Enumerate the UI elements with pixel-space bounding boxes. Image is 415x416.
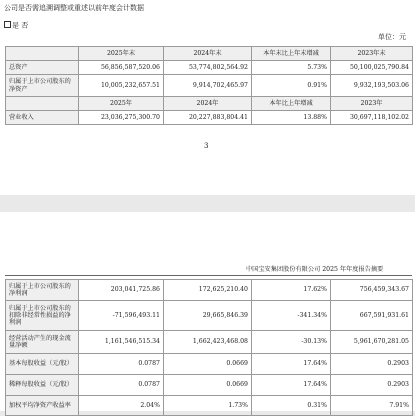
page-number: 3: [204, 142, 209, 150]
report-running-header: 中国宝安集团股份有限公司 2025 年年度报告摘要: [246, 266, 384, 273]
checkbox-label: 是 否: [12, 21, 29, 30]
table-row: 经营活动产生的现金流量净额 1,161,546,515.34 1,662,423,468.08 -30.13% 5,961,670,281.05: [6, 331, 413, 354]
table-row: 归属于上市公司股东的净利润 203,041,725.86 172,625,210.40 17.62% 756,459,343.67: [6, 280, 413, 301]
table-header-row: 2025年末 2024年末 本年末比上年末增减 2023年末: [6, 47, 413, 61]
table-row: 总资产 56,856,587,520.06 53,774,802,564.92 5.73% 50,100,025,790.84: [6, 61, 413, 75]
restatement-heading: 公司是否需追溯调整或重述以前年度会计数据: [4, 4, 144, 12]
table-row: 营业收入 23,036,275,300.70 20,227,883,804.41 13.88% 30,697,118,102.02: [6, 111, 413, 125]
header-rule: [5, 275, 412, 276]
table-row: 归属于上市公司股东的扣除非经常性损益的净利润 -71,596,493.11 29,665,846.39 -341.34% 667,591,931.61: [6, 301, 413, 331]
table-header-row: 2025年 2024年 本年比上年增减 2023年: [6, 97, 413, 111]
restatement-checkbox-row: [4, 21, 28, 30]
key-figures-table-2: [5, 279, 413, 416]
report-page-1: [0, 0, 415, 195]
key-figures-table-1: [5, 46, 413, 125]
table-row: 基本每股收益（元/股） 0.0787 0.0669 17.64% 0.2903: [6, 354, 413, 375]
page-separator: [0, 195, 415, 212]
checkbox-icon: [4, 21, 11, 28]
table-row: 稀释每股收益（元/股） 0.0787 0.0669 17.64% 0.2903: [6, 375, 413, 396]
report-page-2: [0, 212, 415, 411]
table-row: 归属于上市公司股东的净资产 10,005,232,657.51 9,914,702,465.97 0.91% 9,932,193,503.06: [6, 75, 413, 97]
unit-label: 单位：元: [378, 33, 406, 41]
table-row: 加权平均净资产收益率 2.04% 1.73% 0.31% 7.91%: [6, 396, 413, 416]
